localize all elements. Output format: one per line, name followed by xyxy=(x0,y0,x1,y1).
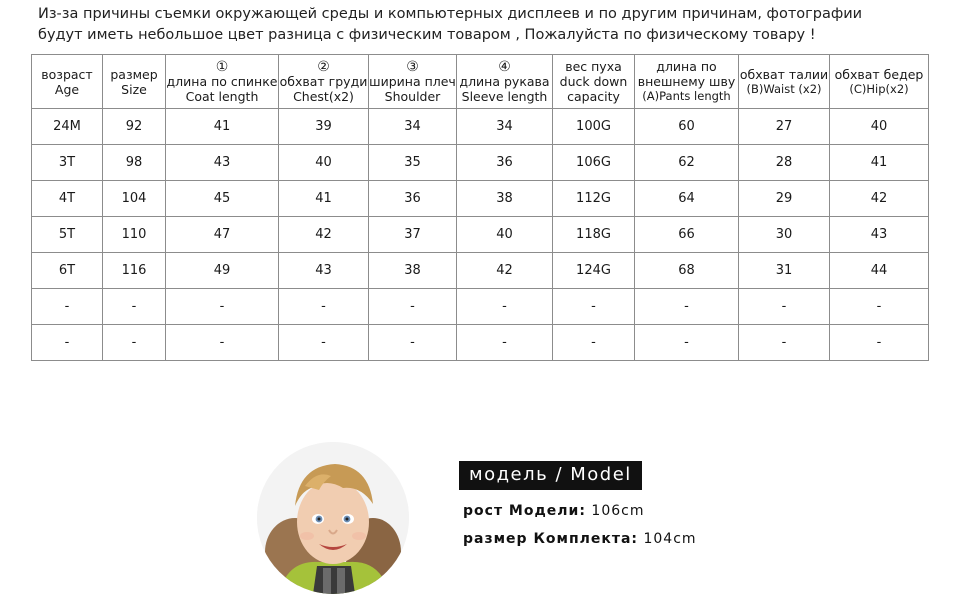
table-cell: 40 xyxy=(830,109,929,145)
table-cell: 29 xyxy=(739,181,830,217)
table-cell: - xyxy=(32,289,103,325)
table-cell: 60 xyxy=(635,109,739,145)
table-cell: 28 xyxy=(739,145,830,181)
header-pants-length-en: (A)Pants length xyxy=(642,89,731,103)
table-cell: 31 xyxy=(739,253,830,289)
table-cell: 92 xyxy=(103,109,166,145)
table-cell: - xyxy=(457,289,553,325)
header-shoulder xyxy=(369,55,457,109)
header-size xyxy=(103,55,166,109)
table-cell: 35 xyxy=(369,145,457,181)
table-cell: 38 xyxy=(369,253,457,289)
header-coat-length-en: Coat length xyxy=(185,88,259,104)
header-size-en: Size xyxy=(121,81,147,97)
size-chart-table xyxy=(31,54,929,361)
model-outfit-size xyxy=(463,531,697,547)
table-cell: 34 xyxy=(369,109,457,145)
table-cell: - xyxy=(553,289,635,325)
header-sleeve-length xyxy=(457,55,553,109)
table-cell: 36 xyxy=(457,145,553,181)
table-cell: 124G xyxy=(553,253,635,289)
table-cell: 38 xyxy=(457,181,553,217)
model-height xyxy=(463,503,644,519)
table-body xyxy=(32,109,929,361)
header-chest xyxy=(279,55,369,109)
table-row xyxy=(32,289,929,325)
table-cell: 40 xyxy=(457,217,553,253)
table-cell: 27 xyxy=(739,109,830,145)
table-cell: - xyxy=(457,325,553,361)
table-cell: 47 xyxy=(166,217,279,253)
table-cell: 116 xyxy=(103,253,166,289)
header-age-en: Age xyxy=(54,81,80,97)
table-cell: - xyxy=(279,289,369,325)
table-cell: 41 xyxy=(830,145,929,181)
table-cell: 37 xyxy=(369,217,457,253)
header-shoulder-ru: ширина плеч xyxy=(369,73,456,89)
table-cell: - xyxy=(166,325,279,361)
table-cell: - xyxy=(635,289,739,325)
circled-number-4: ④ xyxy=(498,58,511,75)
header-waist xyxy=(739,55,830,109)
header-hip-en: (C)Hip(x2) xyxy=(849,81,909,96)
table-cell: 45 xyxy=(166,181,279,217)
table-cell: - xyxy=(830,325,929,361)
table-cell: 106G xyxy=(553,145,635,181)
table-cell: 41 xyxy=(166,109,279,145)
circled-number-3: ③ xyxy=(406,58,419,75)
table-cell: - xyxy=(739,325,830,361)
header-down-capacity-en-1: duck down xyxy=(559,74,628,89)
table-cell: 68 xyxy=(635,253,739,289)
header-pants-length-ru-2: внешнему шву xyxy=(637,74,736,89)
header-hip-ru: обхват бедер xyxy=(834,66,924,82)
header-age-ru: возраст xyxy=(41,66,93,82)
header-shoulder-en: Shoulder xyxy=(384,88,441,104)
header-coat-length-ru: длина по спинке xyxy=(166,73,278,89)
table-cell: - xyxy=(32,325,103,361)
header-coat-length xyxy=(166,55,279,109)
table-cell: 43 xyxy=(279,253,369,289)
table-cell: 30 xyxy=(739,217,830,253)
table-cell: - xyxy=(830,289,929,325)
header-chest-en: Chest(x2) xyxy=(293,88,354,104)
model-height-value: 106cm xyxy=(591,503,645,519)
header-sleeve-length-en: Sleeve length xyxy=(461,88,548,104)
header-age xyxy=(32,55,103,109)
model-photo xyxy=(257,442,409,594)
table-cell: 40 xyxy=(279,145,369,181)
table-cell: - xyxy=(369,325,457,361)
table-cell: 41 xyxy=(279,181,369,217)
header-waist-en: (B)Waist (x2) xyxy=(746,81,822,96)
header-pants-length-ru-1: длина по xyxy=(656,59,717,74)
header-sleeve-length-ru: длина рукава xyxy=(459,73,550,89)
table-cell: 49 xyxy=(166,253,279,289)
table-cell: 112G xyxy=(553,181,635,217)
model-outfit-size-label: размер Комплекта: xyxy=(463,531,639,547)
circled-number-2: ② xyxy=(317,58,330,75)
table-cell: 34 xyxy=(457,109,553,145)
table-row xyxy=(32,181,929,217)
table-cell: 62 xyxy=(635,145,739,181)
table-header-row xyxy=(32,55,929,109)
table-cell: 43 xyxy=(166,145,279,181)
child-portrait-image xyxy=(257,442,409,594)
table-cell: - xyxy=(739,289,830,325)
table-cell: 64 xyxy=(635,181,739,217)
circled-number-1: ① xyxy=(215,58,229,75)
table-cell: - xyxy=(369,289,457,325)
table-cell: 44 xyxy=(830,253,929,289)
table-cell: 42 xyxy=(830,181,929,217)
table-cell: 4T xyxy=(32,181,103,217)
header-down-capacity-ru: вес пуха xyxy=(565,59,622,74)
table-cell: 66 xyxy=(635,217,739,253)
table-cell: 110 xyxy=(103,217,166,253)
notice-line-2: будут иметь небольшое цвет разница с физическим товаром , Пожалуйста по физическому товару ! xyxy=(38,27,816,43)
table-cell: 104 xyxy=(103,181,166,217)
table-cell: 118G xyxy=(553,217,635,253)
header-chest-ru: обхват груди xyxy=(279,73,368,89)
color-difference-notice xyxy=(38,4,938,46)
table-cell: 36 xyxy=(369,181,457,217)
table-cell: - xyxy=(103,289,166,325)
header-down-capacity xyxy=(553,55,635,109)
table-cell: - xyxy=(166,289,279,325)
table-row xyxy=(32,253,929,289)
table-row xyxy=(32,145,929,181)
table-cell: 42 xyxy=(457,253,553,289)
header-pants-length xyxy=(635,55,739,109)
table-cell: - xyxy=(279,325,369,361)
model-outfit-size-value: 104cm xyxy=(643,531,697,547)
table-cell: 42 xyxy=(279,217,369,253)
header-size-ru: размер xyxy=(110,66,158,82)
table-cell: 39 xyxy=(279,109,369,145)
table-cell: 24M xyxy=(32,109,103,145)
model-section xyxy=(0,420,960,605)
header-hip xyxy=(830,55,929,109)
table-cell: - xyxy=(635,325,739,361)
notice-line-1: Из-за причины съемки окружающей среды и компьютерных дисплеев и по другим причинам, фотографии xyxy=(38,6,863,22)
table-cell: 100G xyxy=(553,109,635,145)
table-cell: - xyxy=(103,325,166,361)
table-cell: 3T xyxy=(32,145,103,181)
header-down-capacity-en-2: capacity xyxy=(567,89,620,104)
header-waist-ru: обхват талии xyxy=(739,66,829,82)
table-row xyxy=(32,325,929,361)
table-cell: 43 xyxy=(830,217,929,253)
table-cell: 6T xyxy=(32,253,103,289)
table-cell: 5T xyxy=(32,217,103,253)
table-cell: 98 xyxy=(103,145,166,181)
table-row xyxy=(32,109,929,145)
model-height-label: рост Модели: xyxy=(463,503,586,519)
model-title: модель / Model xyxy=(459,461,642,490)
table-cell: - xyxy=(553,325,635,361)
table-row xyxy=(32,217,929,253)
